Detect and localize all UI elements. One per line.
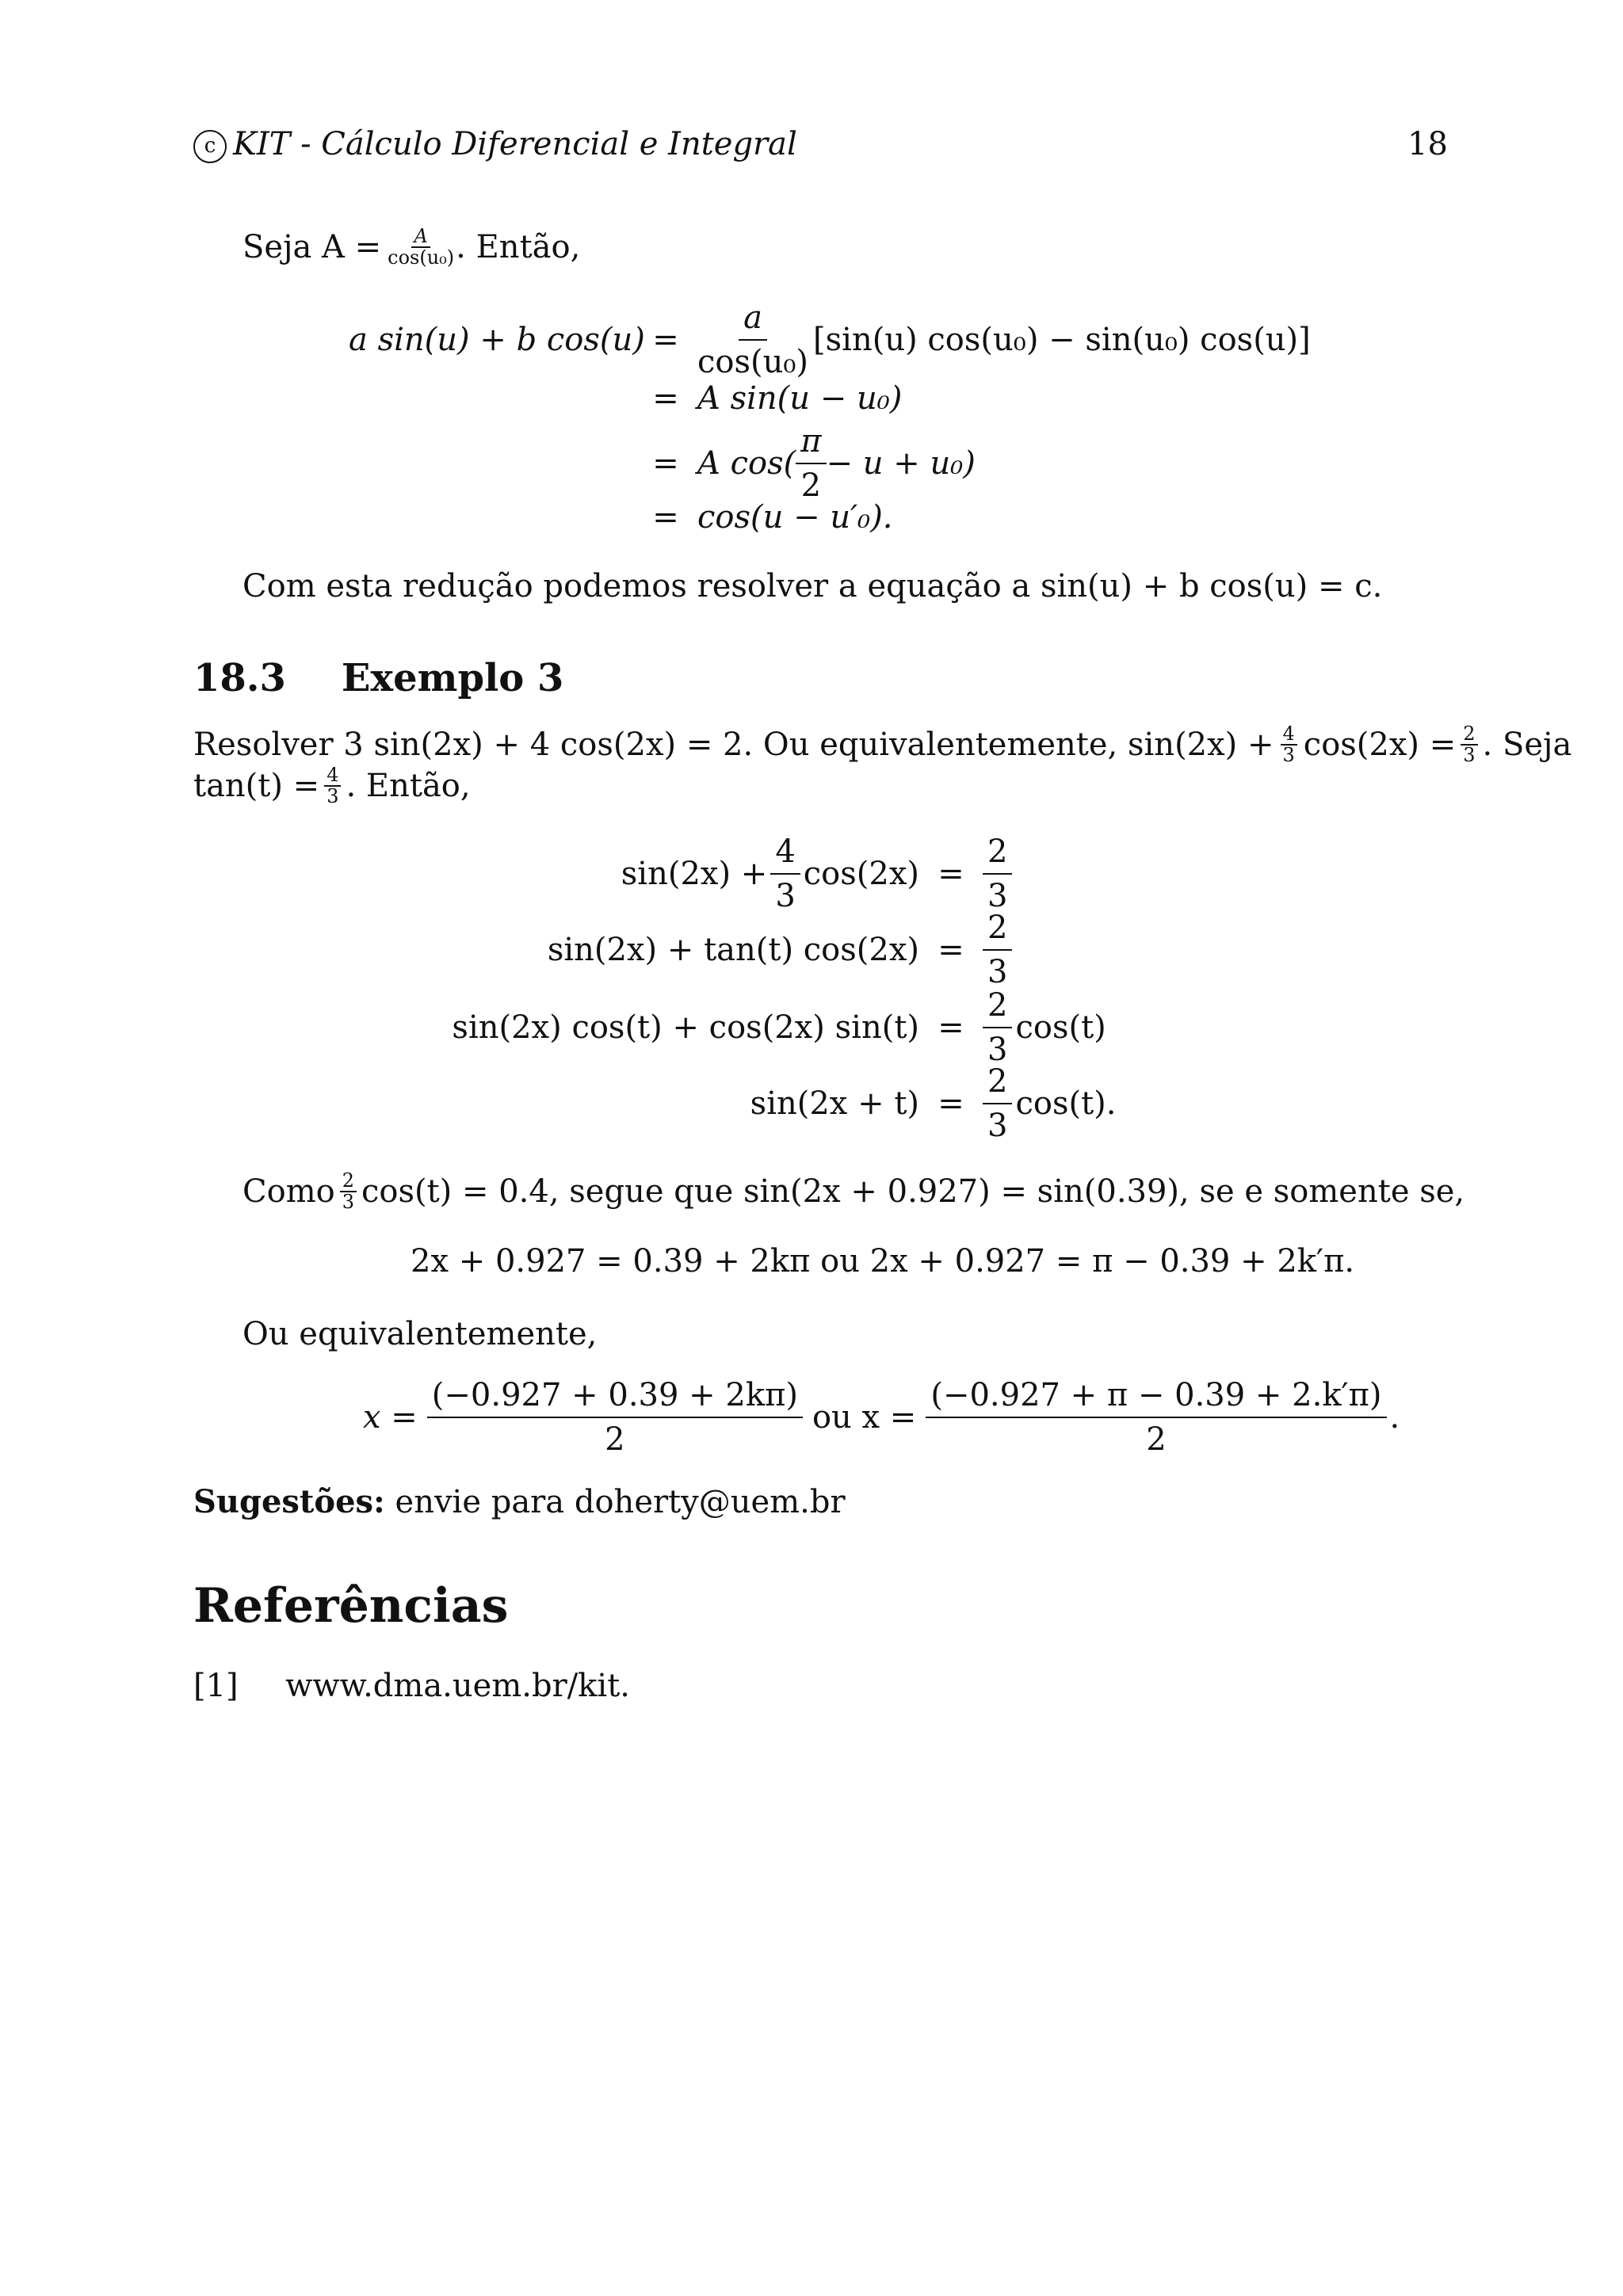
example-line1-c: . Seja: [1482, 727, 1572, 764]
align2-row4: [444, 1063, 1116, 1144]
references-heading: Referências: [193, 1578, 509, 1634]
reference-number: [1]: [193, 1668, 239, 1704]
reduction-paragraph: Com esta redução podemos resolver a equação a sin(u) + b cos(u) = c.: [242, 568, 1383, 605]
example-frac1-den: 3: [1282, 744, 1295, 767]
example-line1: [193, 724, 1571, 765]
example-frac1: [1281, 724, 1297, 765]
equals-sign: =: [652, 322, 679, 358]
final-frac2-den: 2: [1146, 1421, 1167, 1458]
align2-lhs1-a: sin(2x) +: [621, 856, 768, 892]
final-frac1-num: (−0.927 + 0.39 + 2kπ): [427, 1377, 803, 1418]
sugestoes-label: Sugestões:: [193, 1483, 385, 1520]
display-equation: 2x + 0.927 = 0.39 + 2kπ ou 2x + 0.927 = π − 0.39 + 2k′π.: [411, 1243, 1355, 1280]
align2-rhs-den: 3: [987, 954, 1008, 990]
align1-lhs: a sin(u) + b cos(u): [349, 322, 645, 358]
equals-sign: =: [652, 445, 679, 482]
example-frac1-num: 4: [1281, 724, 1297, 746]
example-line2-frac-num: 4: [324, 765, 341, 787]
example-line2-a: tan(t) =: [193, 768, 320, 805]
align1-r3-pre: A cos(: [697, 445, 796, 482]
final-frac1: [427, 1377, 803, 1458]
intro-seja: Seja A =: [242, 229, 382, 266]
align1-frac-den: cos(u₀): [697, 344, 809, 380]
align1-fraction: [697, 299, 808, 380]
sugestoes-line: [193, 1483, 846, 1520]
align2-lhs4: sin(2x + t): [750, 1085, 919, 1122]
page-number: 18: [1407, 126, 1448, 162]
section-title: Exemplo 3: [341, 656, 564, 700]
equals-sign: =: [938, 856, 964, 892]
ou-equivalentemente: Ou equivalentemente,: [242, 1316, 598, 1352]
final-end: .: [1389, 1399, 1400, 1436]
final-frac2: [926, 1377, 1386, 1458]
align1-row4: [349, 499, 893, 536]
final-mid: ou x =: [812, 1399, 917, 1436]
equals-sign: =: [652, 499, 679, 536]
reference-item: [193, 1670, 630, 1702]
reference-link[interactable]: www.dma.uem.br/kit.: [285, 1668, 630, 1704]
align1-r3-frac-num: π: [796, 423, 826, 464]
como-pre: Como: [242, 1173, 335, 1211]
example-line2-frac: [324, 765, 341, 807]
example-line2-b: . Então,: [346, 768, 471, 805]
align1-frac-num: a: [739, 299, 767, 341]
align2-lhs3: sin(2x) cos(t) + cos(2x) sin(t): [452, 1009, 919, 1046]
align1-r3-fraction: [796, 423, 826, 504]
final-x-eq: x =: [363, 1399, 418, 1436]
sugestoes-email: envie para doherty@uem.br: [395, 1484, 846, 1520]
align2-rhs3-frac: [983, 987, 1012, 1068]
align1-row2: [349, 380, 902, 417]
copyright-icon: c: [193, 130, 227, 163]
intro-frac-num: A: [411, 227, 430, 248]
align2-rhs-den: 3: [987, 878, 1008, 914]
running-header: [193, 128, 797, 163]
align1-r3-post: − u + u₀): [826, 445, 976, 482]
align2-rhs-num: 2: [983, 987, 1012, 1028]
intro-entao: . Então,: [456, 229, 581, 266]
como-frac-den: 3: [342, 1191, 354, 1214]
final-frac1-den: 2: [605, 1421, 625, 1458]
align2-rhs3-suffix: cos(t): [1015, 1009, 1106, 1046]
example-line1-a: Resolver 3 sin(2x) + 4 cos(2x) = 2. Ou equivalentemente, sin(2x) +: [193, 727, 1274, 764]
align1-r1-rest: [sin(u) cos(u₀) − sin(u₀) cos(u)]: [813, 322, 1311, 358]
align2-rhs4-frac: [983, 1063, 1012, 1144]
section-heading: [193, 656, 563, 700]
align2-rhs-num: 2: [983, 910, 1012, 951]
como-post: cos(t) = 0.4, segue que sin(2x + 0.927) = sin(0.39), se e somente se,: [361, 1173, 1465, 1211]
example-line2: [193, 765, 471, 807]
align2-rhs1-frac: [983, 833, 1012, 914]
equals-sign: =: [938, 1085, 964, 1122]
align2-lhs1: [444, 833, 919, 914]
align2-lhs1-frac-den: 3: [775, 878, 796, 914]
align2-rhs-den: 3: [987, 1032, 1008, 1068]
align1-r4: cos(u − u′₀).: [697, 499, 893, 536]
intro-frac-den: cos(u₀): [388, 246, 455, 269]
align2-rhs-den: 3: [987, 1108, 1008, 1144]
example-frac2-den: 3: [1463, 744, 1476, 767]
align2-rhs-num: 2: [983, 1063, 1012, 1104]
example-line1-b: cos(2x) =: [1303, 727, 1457, 764]
example-line2-frac-den: 3: [327, 785, 339, 808]
align2-rhs-num: 2: [983, 833, 1012, 875]
align2-row2: [444, 910, 1012, 990]
align2-lhs2: sin(2x) + tan(t) cos(2x): [547, 932, 919, 968]
align2-row3: [444, 987, 1106, 1068]
como-frac-num: 2: [340, 1171, 357, 1192]
align1-r3-frac-den: 2: [800, 467, 822, 504]
example-frac2: [1461, 724, 1477, 765]
running-title: KIT - Cálculo Diferencial e Integral: [233, 126, 797, 162]
example-frac2-num: 2: [1461, 724, 1477, 746]
align2-rhs4-suffix: cos(t).: [1015, 1085, 1117, 1122]
equals-sign: =: [652, 380, 679, 417]
equals-sign: =: [938, 932, 964, 968]
final-equation: [363, 1377, 1400, 1458]
equals-sign: =: [938, 1009, 964, 1046]
align2-lhs1-b: cos(2x): [803, 856, 919, 892]
align1-r2: A sin(u − u₀): [697, 380, 903, 417]
align1-row1: [349, 299, 1311, 380]
como-frac: [340, 1171, 357, 1212]
align2-lhs1-frac: [770, 833, 800, 914]
align2-rhs2-frac: [983, 910, 1012, 990]
como-line: [242, 1171, 1465, 1212]
align1-row3: [349, 423, 976, 504]
align2-row1: [444, 833, 1012, 914]
intro-fraction: [388, 227, 454, 268]
final-frac2-num: (−0.927 + π − 0.39 + 2.k′π): [926, 1377, 1386, 1418]
align2-lhs1-frac-num: 4: [770, 833, 800, 875]
intro-line: [242, 227, 580, 268]
section-number: 18.3: [193, 656, 286, 700]
